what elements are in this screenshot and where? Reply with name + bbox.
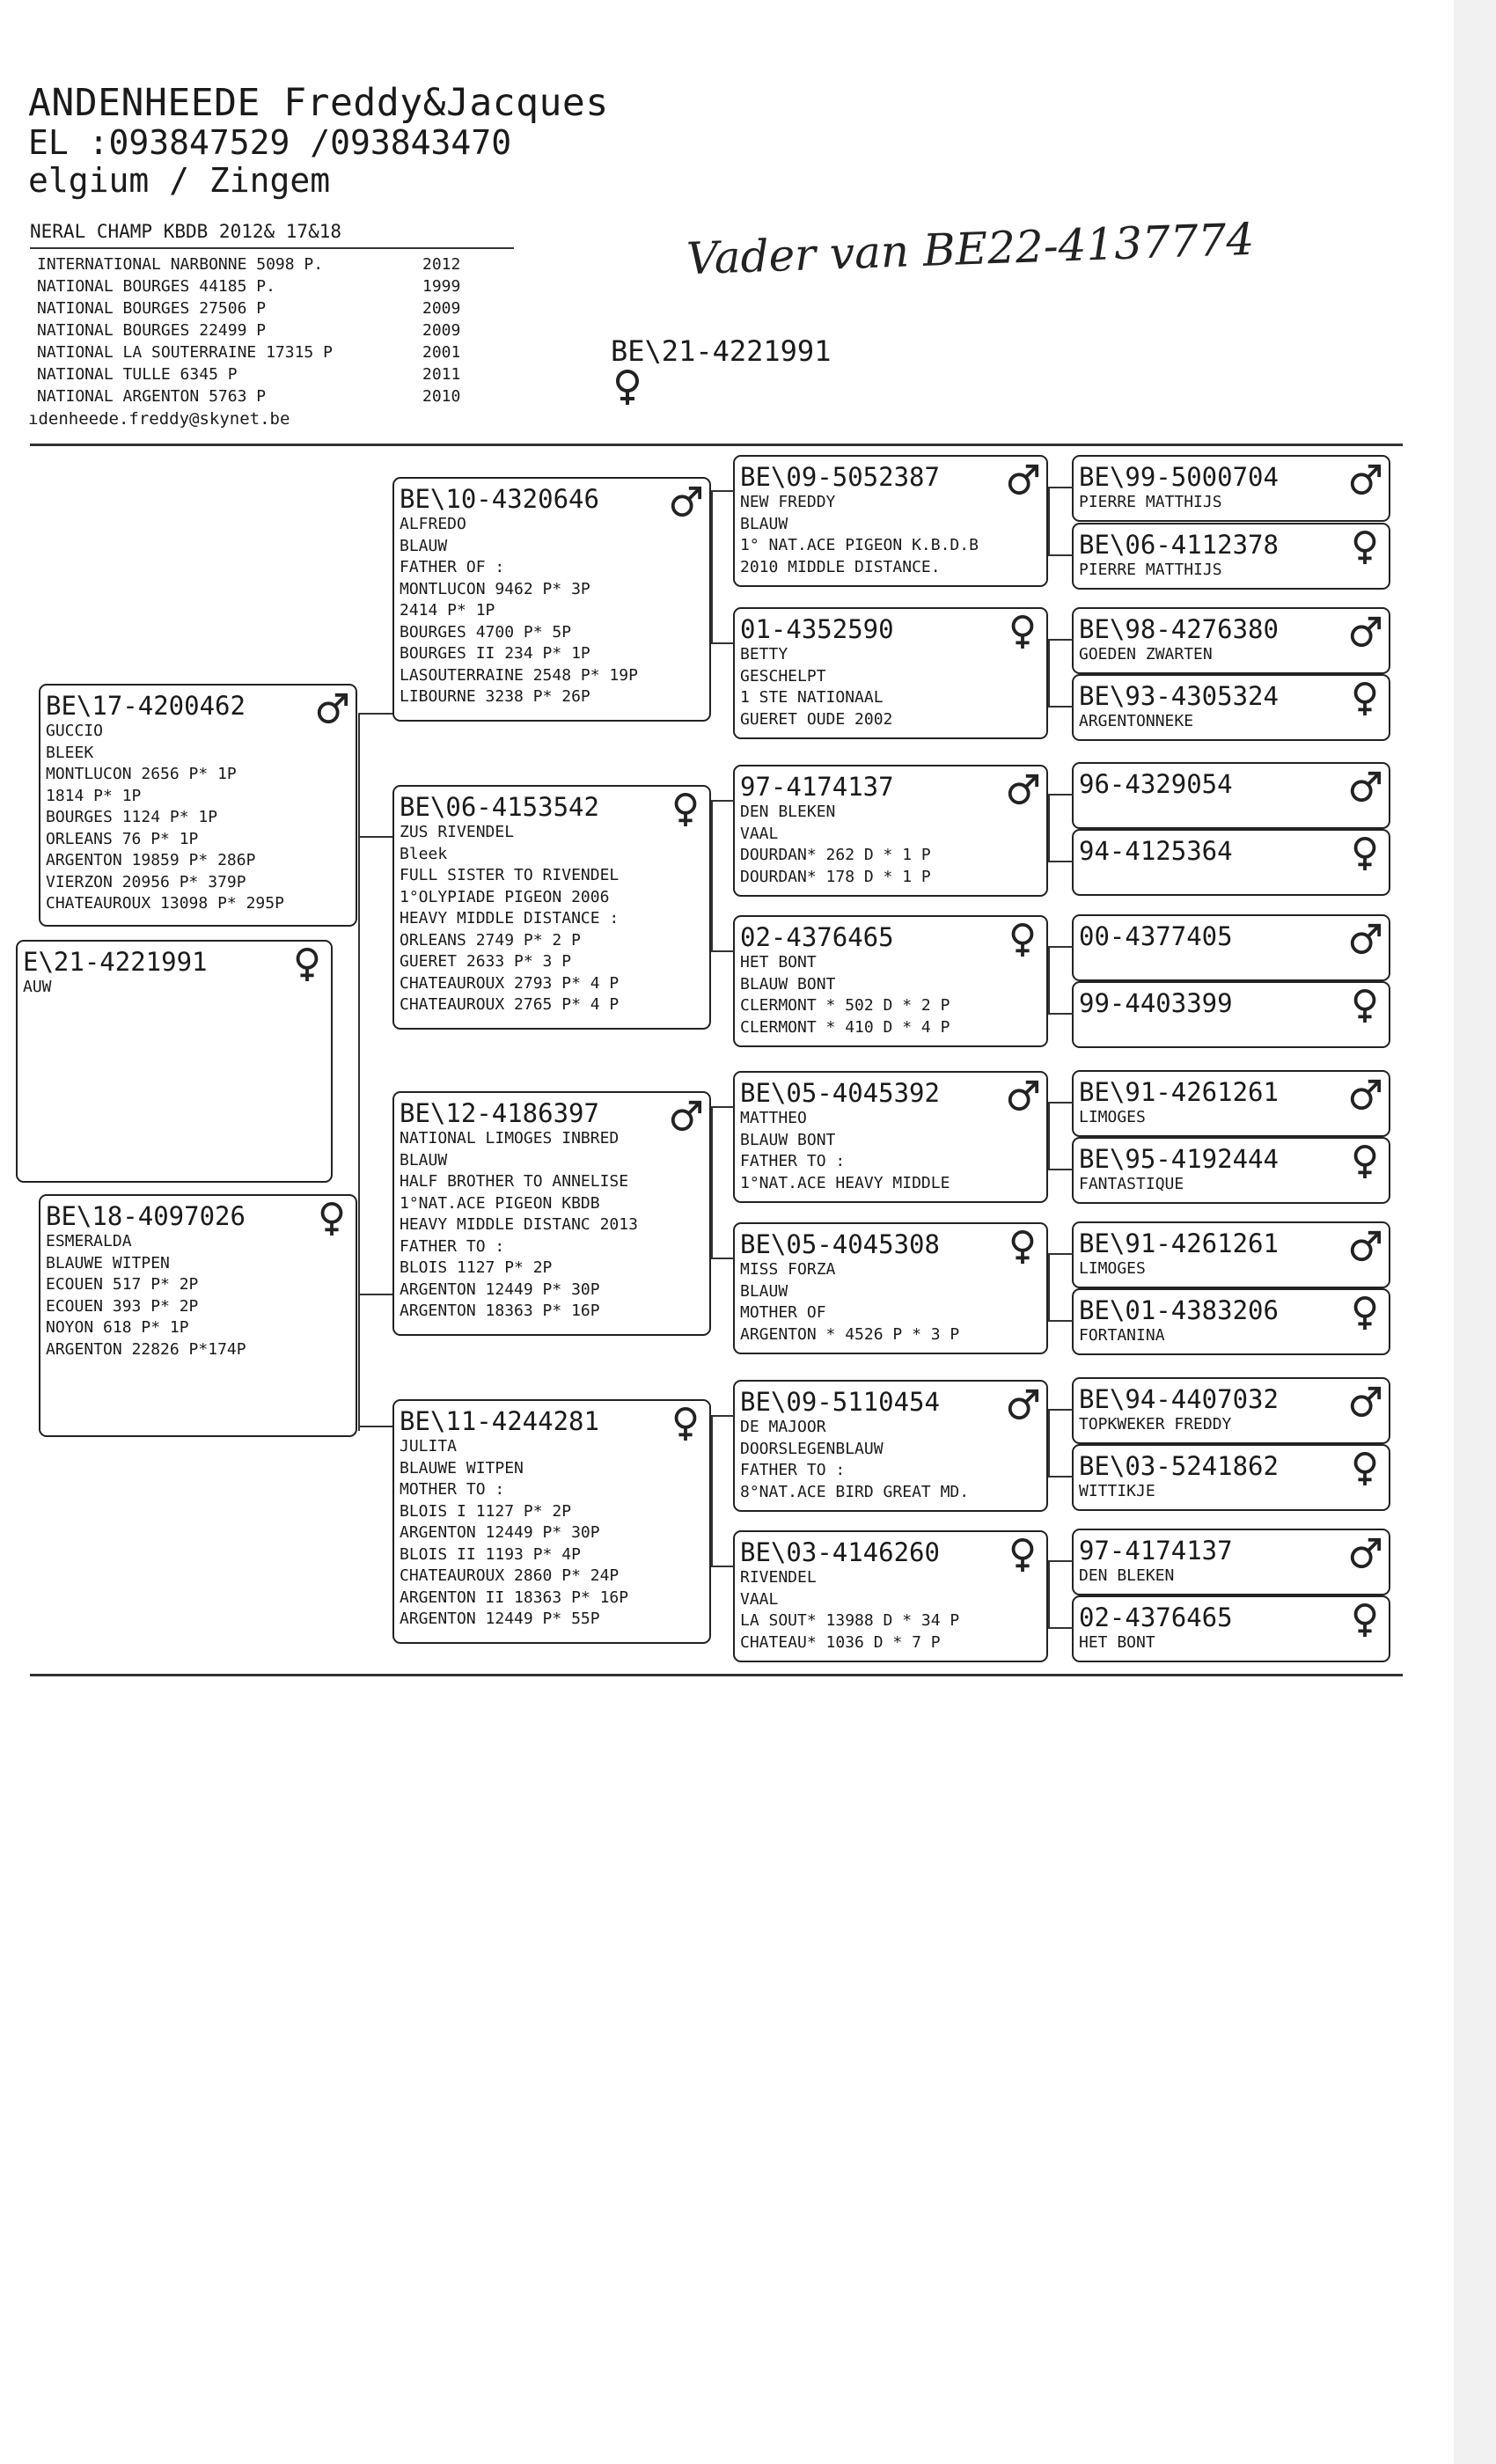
pedigree-line: GOEDEN ZWARTEN xyxy=(1079,645,1213,664)
pedigree-line: ECOUEN 393 P* 2P xyxy=(46,1296,199,1316)
pedigree-line: MOTHER OF xyxy=(740,1303,826,1322)
connector-line xyxy=(1048,794,1073,796)
pedigree-line: Bleek xyxy=(400,844,448,863)
pedigree-line: BLOIS II 1193 P* 4P xyxy=(400,1544,581,1564)
pedigree-line: WITTIKJE xyxy=(1079,1482,1155,1500)
pedigree-line: LASOUTERRAINE 2548 P* 19P xyxy=(400,665,638,685)
bottom-divider xyxy=(30,1674,1403,1676)
scan-edge xyxy=(1454,0,1496,2464)
pedigree-line: BOURGES II 234 P* 1P xyxy=(400,644,590,663)
sire-box xyxy=(39,684,357,927)
pedigree-line: NEW FREDDY xyxy=(740,493,836,511)
pedigree-line: HET BONT xyxy=(1079,1633,1155,1652)
connector-line xyxy=(1048,1102,1073,1104)
ring-number: BE\17-4200462 xyxy=(46,691,246,721)
pedigree-line: GUCCIO xyxy=(46,722,104,740)
ring-number: BE\03-5241862 xyxy=(1079,1451,1279,1481)
pedigree-line: BOURGES 4700 P* 5P xyxy=(400,622,572,642)
great-great-grandparent-box xyxy=(1072,1137,1390,1204)
connector-line xyxy=(1048,1013,1073,1015)
connector-line xyxy=(711,1106,713,1258)
handwritten-note: Vader van BE22-4137774 xyxy=(686,213,1256,285)
pedigree-line: ARGENTON 19859 P* 286P xyxy=(46,851,256,869)
ring-number: BE\10-4320646 xyxy=(400,484,599,514)
pedigree-line: ARGENTON * 4526 P * 3 P xyxy=(740,1324,960,1344)
connector-line xyxy=(1048,1409,1050,1476)
pedigree-line: HALF BROTHER TO ANNELISE xyxy=(400,1172,629,1191)
result-row: NATIONAL BOURGES 44185 P. 1999 xyxy=(37,277,461,296)
great-great-grandparent-box xyxy=(1072,914,1390,981)
pedigree-line: CLERMONT * 502 D * 2 P xyxy=(740,996,950,1015)
pedigree-line: CHATEAUROUX 2860 P* 24P xyxy=(400,1566,620,1585)
ring-number: 94-4125364 xyxy=(1079,836,1233,866)
ring-number: BE\98-4276380 xyxy=(1079,614,1279,644)
ring-number: 01-4352590 xyxy=(740,614,894,644)
ring-number: 02-4376465 xyxy=(740,922,894,952)
connector-line xyxy=(1048,1560,1073,1562)
pedigree-line: MATTHEO xyxy=(740,1109,807,1127)
great-great-grandparent-box xyxy=(1072,829,1390,896)
pedigree-line: AUW xyxy=(23,978,52,996)
pedigree-line: 1°NAT.ACE HEAVY MIDDLE xyxy=(740,1173,950,1192)
connector-line xyxy=(711,1566,734,1567)
connector-line xyxy=(711,1258,734,1259)
pedigree-line: 1°OLYPIADE PIGEON 2006 xyxy=(400,887,610,906)
grandparent-box xyxy=(392,477,711,722)
results-list xyxy=(37,255,495,409)
ring-number: 02-4376465 xyxy=(1079,1602,1233,1632)
male-symbol-icon xyxy=(1348,921,1382,957)
pedigree-line: FATHER TO : xyxy=(740,1461,846,1479)
pedigree-line: GUERET OUDE 2002 xyxy=(740,709,893,729)
male-symbol-icon xyxy=(1348,769,1382,804)
ring-number: BE\18-4097026 xyxy=(46,1201,246,1231)
great-great-grandparent-box xyxy=(1072,1595,1390,1662)
pedigree-line: ARGENTON 22826 P*174P xyxy=(46,1339,246,1359)
pedigree-line: DOORSLEGENBLAUW xyxy=(740,1439,884,1458)
great-great-grandparent-box xyxy=(1072,455,1390,522)
pedigree-line: DOURDAN* 178 D * 1 P xyxy=(740,867,931,886)
connector-line xyxy=(1048,487,1050,554)
pedigree-line: CHATEAU* 1036 D * 7 P xyxy=(740,1632,941,1652)
pedigree-line: ORLEANS 2749 P* 2 P xyxy=(400,930,581,950)
ring-number: BE\11-4244281 xyxy=(400,1406,599,1436)
great-great-grandparent-box xyxy=(1072,1070,1390,1137)
pedigree-line: FANTASTIQUE xyxy=(1079,1175,1184,1193)
connector-line xyxy=(358,1426,393,1427)
connector-line xyxy=(358,713,360,1431)
pedigree-line: ARGENTON 18363 P* 16P xyxy=(400,1302,600,1320)
connector-line xyxy=(1048,639,1073,641)
great-great-grandparent-box xyxy=(1072,762,1390,829)
pedigree-line: BLAUWE WITPEN xyxy=(400,1458,524,1478)
connector-line xyxy=(1048,487,1073,488)
result-row: NATIONAL TULLE 6345 P 2011 xyxy=(37,365,461,384)
pedigree-line: MOTHER TO : xyxy=(400,1480,505,1499)
connector-line xyxy=(711,1415,713,1566)
pedigree-line: GESCHELPT xyxy=(740,666,826,686)
pedigree-line: LIMOGES xyxy=(1079,1108,1146,1126)
ring-number: BE\06-4153542 xyxy=(400,792,599,822)
connector-line xyxy=(711,800,713,950)
breeder-email: ıdenheede.freddy@skynet.be xyxy=(28,409,290,429)
connector-line xyxy=(358,1294,393,1295)
pedigree-line: 8°NAT.ACE BIRD GREAT MD. xyxy=(740,1482,970,1501)
pedigree-line: 1 STE NATIONAAL xyxy=(740,688,884,707)
ring-number: BE\09-5052387 xyxy=(740,462,940,492)
grandparent-box xyxy=(392,1399,711,1644)
ring-number: 99-4403399 xyxy=(1079,988,1233,1018)
result-row: NATIONAL LA SOUTERRAINE 17315 P 2001 xyxy=(37,343,461,362)
pedigree-line: VIERZON 20956 P* 379P xyxy=(46,872,246,891)
pedigree-line: ESMERALDA xyxy=(46,1232,132,1250)
pedigree-line: DE MAJOOR xyxy=(740,1418,826,1436)
connector-line xyxy=(1048,1169,1073,1170)
breeder-name: ANDENHEEDE Freddy&Jacques xyxy=(28,81,609,125)
pedigree-line: DOURDAN* 262 D * 1 P xyxy=(740,846,931,864)
ring-number: BE\94-4407032 xyxy=(1079,1384,1279,1414)
championship-underline xyxy=(30,247,514,249)
pedigree-line: HET BONT xyxy=(740,953,817,972)
pedigree-line: BLOIS I 1127 P* 2P xyxy=(400,1501,572,1521)
pedigree-line: GUERET 2633 P* 3 P xyxy=(400,952,572,971)
great-great-grandparent-box xyxy=(1072,1288,1390,1355)
pedigree-line: ARGENTONNEKE xyxy=(1079,712,1194,730)
ring-number: BE\95-4192444 xyxy=(1079,1144,1279,1174)
ring-number: BE\01-4383206 xyxy=(1079,1295,1279,1325)
pedigree-line: ARGENTON 12449 P* 30P xyxy=(400,1280,600,1299)
great-grandparent-box xyxy=(733,765,1048,897)
connector-line xyxy=(1048,1627,1073,1629)
pedigree-line: ORLEANS 76 P* 1P xyxy=(46,829,199,848)
grandparent-box xyxy=(392,1091,711,1336)
female-symbol-icon xyxy=(1348,988,1382,1023)
connector-line xyxy=(1048,706,1073,708)
pedigree-line: MISS FORZA xyxy=(740,1260,836,1279)
subject-pedigree-box xyxy=(16,940,333,1183)
ring-number: BE\91-4261261 xyxy=(1079,1228,1279,1258)
great-great-grandparent-box xyxy=(1072,1529,1390,1595)
championship-title: NERAL CHAMP KBDB 2012& 17&18 xyxy=(30,221,342,242)
ring-number: 00-4377405 xyxy=(1079,921,1233,951)
pedigree-line: LIBOURNE 3238 P* 26P xyxy=(400,687,590,706)
great-great-grandparent-box xyxy=(1072,1444,1390,1511)
pedigree-line: 1° NAT.ACE PIGEON K.B.D.B xyxy=(740,536,979,554)
pedigree-line: VAAL xyxy=(740,1589,779,1609)
pedigree-line: BLAUWE WITPEN xyxy=(46,1253,170,1272)
pedigree-line: FORTANINA xyxy=(1079,1326,1165,1345)
connector-line xyxy=(1048,1102,1050,1169)
pedigree-line: BLOIS 1127 P* 2P xyxy=(400,1258,553,1277)
pedigree-line: CHATEAUROUX 13098 P* 295P xyxy=(46,894,284,913)
ring-number: BE\05-4045392 xyxy=(740,1078,940,1108)
pedigree-line: LA SOUT* 13988 D * 34 P xyxy=(740,1611,960,1630)
great-great-grandparent-box xyxy=(1072,523,1390,590)
connector-line xyxy=(1048,861,1073,862)
pedigree-line: BLEEK xyxy=(46,743,94,762)
pedigree-line: ARGENTON 12449 P* 30P xyxy=(400,1523,600,1542)
connector-line xyxy=(1048,554,1073,556)
ring-number: BE\99-5000704 xyxy=(1079,462,1279,492)
connector-line xyxy=(1048,639,1050,706)
pedigree-line: BLAUW xyxy=(400,1150,448,1170)
result-row: NATIONAL BOURGES 27506 P 2009 xyxy=(37,299,461,318)
pedigree-line: BETTY xyxy=(740,645,788,664)
ring-number: BE\06-4112378 xyxy=(1079,530,1279,560)
result-row: NATIONAL BOURGES 22499 P 2009 xyxy=(37,321,461,340)
great-great-grandparent-box xyxy=(1072,674,1390,741)
connector-line xyxy=(1048,1476,1073,1478)
connector-line xyxy=(711,490,713,642)
ring-number: 97-4174137 xyxy=(740,772,894,802)
great-great-grandparent-box xyxy=(1072,1377,1390,1444)
great-great-grandparent-box xyxy=(1072,1221,1390,1288)
breeder-phone: EL :093847529 /093843470 xyxy=(28,123,512,162)
pedigree-line: FATHER OF : xyxy=(400,558,505,576)
pedigree-line: FATHER TO : xyxy=(400,1236,505,1256)
connector-line xyxy=(358,836,393,838)
pedigree-line: PIERRE MATTHIJS xyxy=(1079,561,1222,579)
pedigree-line: RIVENDEL xyxy=(740,1568,817,1587)
pedigree-line: PIERRE MATTHIJS xyxy=(1079,493,1222,511)
pedigree-line: CHATEAUROUX 2765 P* 4 P xyxy=(400,995,620,1014)
ring-number: BE\09-5110454 xyxy=(740,1387,940,1417)
pedigree-line: LIMOGES xyxy=(1079,1259,1146,1278)
pedigree-line: VAAL xyxy=(740,824,779,843)
connector-line xyxy=(1048,1320,1073,1322)
ring-number: BE\12-4186397 xyxy=(400,1098,599,1128)
pedigree-line: MONTLUCON 9462 P* 3P xyxy=(400,579,590,598)
pedigree-line: BLAUW BONT xyxy=(740,1130,836,1149)
dam-box xyxy=(39,1194,357,1437)
ring-number: 96-4329054 xyxy=(1079,769,1233,799)
pedigree-line: BLAUW BONT xyxy=(740,974,836,994)
great-grandparent-box xyxy=(733,1222,1048,1354)
result-row: NATIONAL ARGENTON 5763 P 2010 xyxy=(37,387,461,406)
pedigree-line: BLAUW xyxy=(740,514,788,533)
connector-line xyxy=(1048,1253,1073,1255)
breeder-location: elgium / Zingem xyxy=(28,161,331,200)
connector-line xyxy=(711,800,734,802)
result-row: INTERNATIONAL NARBONNE 5098 P. 2012 xyxy=(37,255,461,274)
ring-number: E\21-4221991 xyxy=(23,947,208,977)
ring-number: BE\05-4045308 xyxy=(740,1229,940,1259)
great-grandparent-box xyxy=(733,1380,1048,1512)
connector-line xyxy=(1048,946,1050,1013)
ring-number: BE\93-4305324 xyxy=(1079,681,1279,711)
pedigree-line: HEAVY MIDDLE DISTANCE : xyxy=(400,909,620,928)
pedigree-line: 1°NAT.ACE PIGEON KBDB xyxy=(400,1193,600,1213)
great-great-grandparent-box xyxy=(1072,981,1390,1048)
pedigree-line: NATIONAL LIMOGES INBRED xyxy=(400,1129,620,1148)
pedigree-line: CLERMONT * 410 D * 4 P xyxy=(740,1017,950,1037)
connector-line xyxy=(1048,1560,1050,1627)
connector-line xyxy=(358,713,393,715)
pedigree-line: TOPKWEKER FREDDY xyxy=(1079,1415,1232,1434)
top-divider xyxy=(30,444,1403,446)
great-grandparent-box xyxy=(733,915,1048,1047)
grandparent-box xyxy=(392,785,711,1030)
pedigree-line: ARGENTON 12449 P* 55P xyxy=(400,1610,600,1628)
pedigree-line: JULITA xyxy=(400,1437,458,1456)
connector-line xyxy=(1048,1409,1073,1411)
pedigree-line: 2414 P* 1P xyxy=(400,601,495,620)
ring-number: BE\03-4146260 xyxy=(740,1537,940,1567)
female-symbol-icon xyxy=(1348,836,1382,871)
great-grandparent-box xyxy=(733,1530,1048,1662)
connector-line xyxy=(1048,946,1073,948)
pedigree-line: NOYON 618 P* 1P xyxy=(46,1318,189,1337)
connector-line xyxy=(711,950,734,952)
pedigree-line: BOURGES 1124 P* 1P xyxy=(46,808,218,826)
pedigree-line: DEN BLEKEN xyxy=(1079,1566,1175,1585)
pedigree-line: 2010 MIDDLE DISTANCE. xyxy=(740,557,941,576)
ring-number: 97-4174137 xyxy=(1079,1536,1233,1566)
female-symbol-icon xyxy=(610,368,645,407)
connector-line xyxy=(711,490,734,492)
great-great-grandparent-box xyxy=(1072,607,1390,674)
pedigree-line: CHATEAUROUX 2793 P* 4 P xyxy=(400,973,620,993)
pedigree-line: DEN BLEKEN xyxy=(740,803,836,821)
pedigree-line: ALFREDO xyxy=(400,515,466,533)
pedigree-line: BLAUW xyxy=(740,1281,788,1301)
subject-ring-number: BE\21-4221991 xyxy=(611,334,832,368)
connector-line xyxy=(711,1106,734,1108)
connector-line xyxy=(1048,794,1050,861)
pedigree-line: ARGENTON II 18363 P* 16P xyxy=(400,1588,629,1607)
great-grandparent-box xyxy=(733,607,1048,739)
connector-line xyxy=(711,1415,734,1417)
pedigree-line: ZUS RIVENDEL xyxy=(400,823,515,841)
pedigree-line: MONTLUCON 2656 P* 1P xyxy=(46,765,237,783)
pedigree-line: ECOUEN 517 P* 2P xyxy=(46,1275,199,1294)
pedigree-line: FULL SISTER TO RIVENDEL xyxy=(400,866,620,884)
pedigree-line: 1814 P* 1P xyxy=(46,786,142,805)
connector-line xyxy=(711,642,734,644)
connector-line xyxy=(1048,1253,1050,1320)
ring-number: BE\91-4261261 xyxy=(1079,1077,1279,1107)
pedigree-line: BLAUW xyxy=(400,536,448,555)
pedigree-line: FATHER TO : xyxy=(740,1152,846,1170)
pedigree-line: HEAVY MIDDLE DISTANC 2013 xyxy=(400,1215,638,1234)
great-grandparent-box xyxy=(733,1071,1048,1203)
great-grandparent-box xyxy=(733,455,1048,587)
